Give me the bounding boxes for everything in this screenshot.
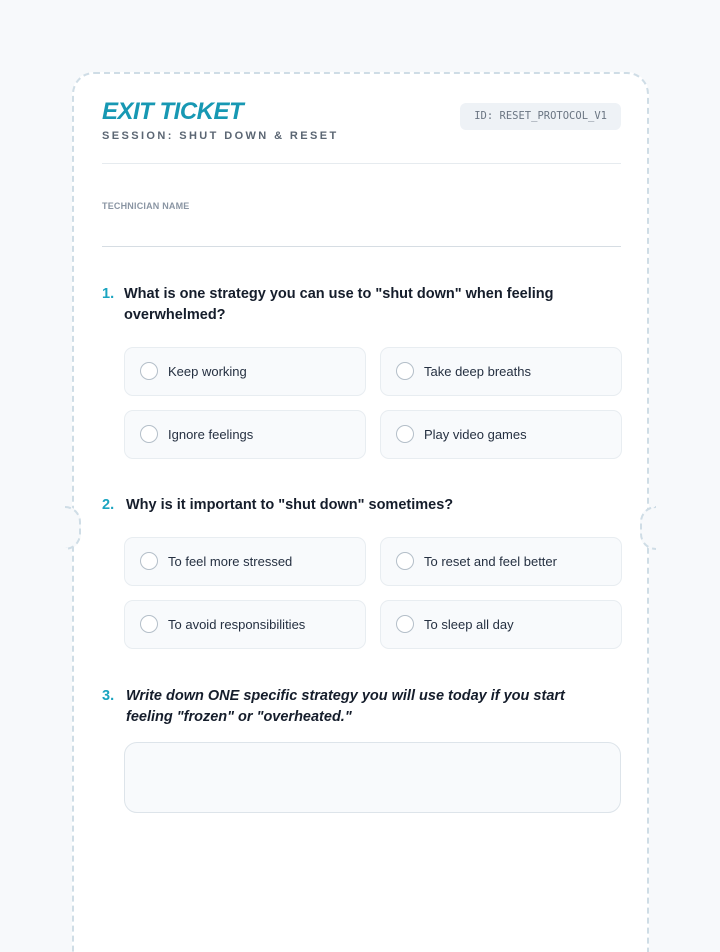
option-label: Play video games	[424, 427, 527, 442]
question-text: Why is it important to "shut down" sometimes?	[126, 497, 454, 513]
q1-option-take-deep-breaths[interactable]	[380, 347, 622, 396]
q1-option-play-video-games[interactable]	[380, 410, 622, 459]
q2-option-avoid-responsibilities[interactable]	[124, 600, 366, 649]
q1-option-ignore-feelings[interactable]	[124, 410, 366, 459]
radio-icon[interactable]	[396, 615, 414, 633]
ticket-notch-left	[65, 506, 81, 550]
question-number: 2.	[102, 497, 115, 513]
id-badge: ID: RESET_PROTOCOL_V1	[460, 103, 621, 130]
radio-icon[interactable]	[140, 425, 158, 443]
strategy-answer-textarea[interactable]	[124, 742, 621, 813]
option-label: To avoid responsibilities	[168, 617, 306, 632]
q2-option-reset-and-feel-better[interactable]	[380, 537, 622, 586]
page-title: EXIT TICKET	[102, 98, 244, 125]
option-label: To sleep all day	[424, 617, 514, 632]
technician-name-label: TECHNICIAN NAME	[102, 201, 190, 211]
ticket-notch-right	[640, 506, 656, 550]
radio-icon[interactable]	[140, 615, 158, 633]
technician-name-input[interactable]	[102, 220, 621, 247]
question-text: Write down ONE specific strategy you will use today if you start feeling "frozen" or "overheated."	[126, 688, 565, 725]
question-number: 1.	[102, 286, 115, 302]
radio-icon[interactable]	[396, 425, 414, 443]
option-label: Keep working	[168, 364, 247, 379]
ticket-header	[102, 100, 621, 164]
question-number: 3.	[102, 688, 115, 704]
q2-option-feel-more-stressed[interactable]	[124, 537, 366, 586]
option-label: To reset and feel better	[424, 554, 557, 569]
radio-icon[interactable]	[396, 552, 414, 570]
option-label: To feel more stressed	[168, 554, 293, 569]
exit-ticket-card	[72, 72, 649, 952]
q1-option-keep-working[interactable]	[124, 347, 366, 396]
option-label: Ignore feelings	[168, 427, 254, 442]
question-text: What is one strategy you can use to "shut down" when feeling overwhelmed?	[124, 286, 554, 323]
radio-icon[interactable]	[140, 552, 158, 570]
radio-icon[interactable]	[140, 362, 158, 380]
session-subtitle: SESSION: SHUT DOWN & RESET	[102, 130, 339, 142]
option-label: Take deep breaths	[424, 364, 531, 379]
radio-icon[interactable]	[396, 362, 414, 380]
q2-option-sleep-all-day[interactable]	[380, 600, 622, 649]
